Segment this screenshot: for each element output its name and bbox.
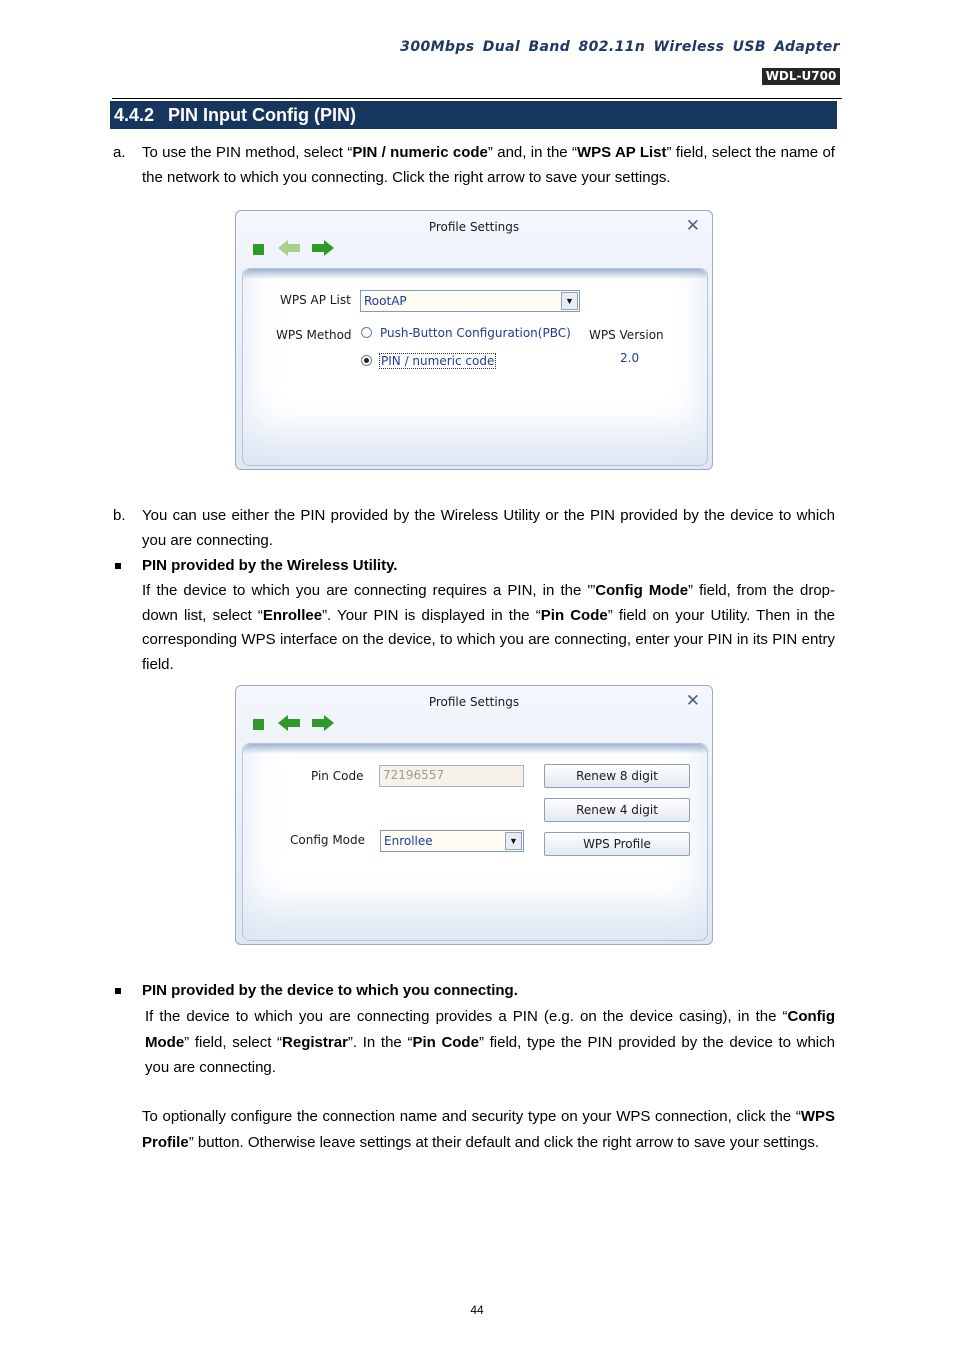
back-arrow-icon[interactable]	[278, 239, 302, 257]
wps-version-value: 2.0	[620, 351, 640, 365]
bullet2-paragraph: If the device to which you are connecting provides a PIN (e.g. on the device casing), in the “Config Mode” field, select “Registrar”. In the “Pin Code” field, type the PIN provided by the device to which you are connecting.	[145, 1008, 835, 1076]
model-badge: WDL-U700	[762, 68, 840, 85]
wps-version-label: WPS Version	[589, 328, 664, 342]
wps-method-label: WPS Method	[276, 328, 352, 342]
bullet2-heading: PIN provided by the device to which you connecting.	[142, 982, 518, 999]
forward-arrow-icon[interactable]	[310, 714, 334, 732]
page-number: 44	[470, 1303, 484, 1317]
settings-panel	[242, 743, 708, 941]
header-divider	[112, 98, 842, 99]
bullet-marker	[115, 563, 121, 569]
config-mode-value: Enrollee	[384, 834, 433, 848]
chevron-down-icon[interactable]: ▼	[561, 292, 578, 310]
section-number: 4.4.2	[114, 105, 155, 125]
section-heading	[110, 101, 837, 129]
wps-ap-list-select[interactable]	[360, 290, 580, 312]
bullet-marker	[115, 988, 121, 994]
closing-paragraph: To optionally configure the connection name and security type on your WPS connection, click the “WPS Profile” button. Otherwise leave settings at their default and click the right arrow to save your settings.	[142, 1108, 835, 1151]
chevron-down-icon[interactable]: ▼	[505, 832, 522, 850]
step-a-marker: a.	[113, 144, 126, 161]
close-icon[interactable]: ✕	[685, 691, 700, 711]
close-icon[interactable]: ✕	[685, 216, 700, 236]
step-b-paragraph: You can use either the PIN provided by the Wireless Utility or the PIN provided by the device to which you are connecting.	[142, 507, 835, 549]
section-title: PIN Input Config (PIN)	[168, 105, 357, 125]
stop-icon[interactable]	[253, 244, 264, 255]
dialog-title: Profile Settings	[428, 220, 520, 234]
renew-4-digit-button[interactable]: Renew 4 digit	[544, 798, 690, 822]
bullet1-heading: PIN provided by the Wireless Utility.	[142, 557, 398, 574]
pin-code-label: Pin Code	[311, 769, 364, 783]
stop-icon[interactable]	[253, 719, 264, 730]
renew-8-digit-button[interactable]: Renew 8 digit	[544, 764, 690, 788]
settings-panel	[242, 268, 708, 466]
option-pbc-label[interactable]: Push-Button Configuration(PBC)	[380, 326, 571, 340]
bullet1-paragraph: If the device to which you are connecting requires a PIN, in the '”Config Mode” field, from the drop-down list, select “Enrollee”. Your PIN is displayed in the “Pin Code” field on your Utility. Then in the corresponding WPS interface on the device, to which you are connecting, enter your PIN in its PIN entry field.	[142, 582, 836, 673]
document-header-title: 300Mbps Dual Band 802.11n Wireless USB Adapter	[400, 39, 840, 55]
radio-pin[interactable]	[361, 355, 372, 366]
option-pin-label[interactable]: PIN / numeric code	[381, 354, 495, 368]
wps-ap-list-label: WPS AP List	[280, 293, 351, 307]
config-mode-select[interactable]	[380, 830, 524, 852]
wps-profile-button[interactable]: WPS Profile	[544, 832, 690, 856]
radio-pbc[interactable]	[361, 327, 372, 338]
pin-code-field[interactable]: 72196557	[379, 765, 524, 787]
back-arrow-icon[interactable]	[278, 714, 302, 732]
step-b-marker: b.	[113, 507, 126, 524]
step-a-paragraph: To use the PIN method, select “PIN / numeric code” and, in the “WPS AP List” field, select the name of the network to which you connecting. Click the right arrow to save your settings.	[142, 144, 835, 186]
profile-settings-dialog-pin-code	[235, 685, 713, 945]
config-mode-label: Config Mode	[290, 833, 366, 847]
wps-ap-list-value: RootAP	[364, 294, 407, 308]
forward-arrow-icon[interactable]	[310, 239, 334, 257]
profile-settings-dialog-wps-method	[235, 210, 713, 470]
dialog-title: Profile Settings	[428, 695, 520, 709]
